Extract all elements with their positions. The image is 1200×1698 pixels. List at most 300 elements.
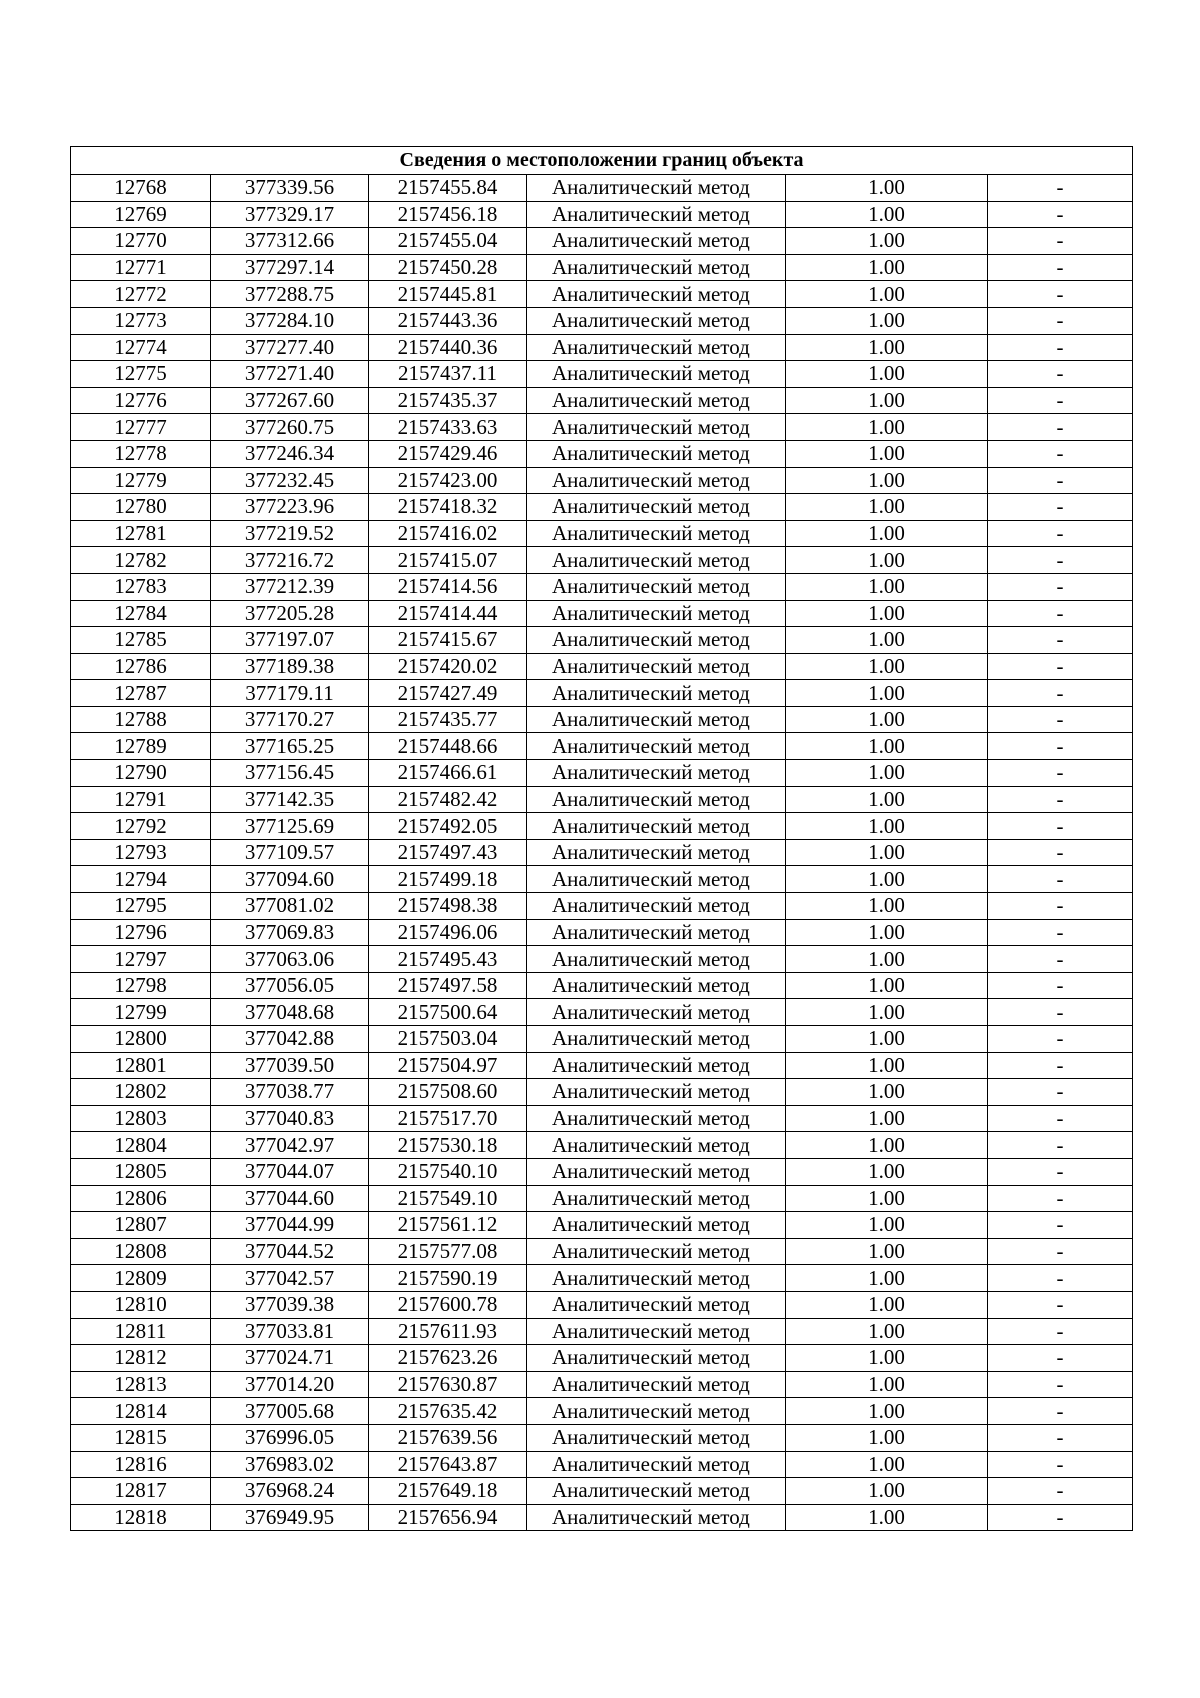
x-coordinate-cell: 377005.68 <box>211 1398 369 1425</box>
accuracy-cell: 1.00 <box>786 999 988 1026</box>
accuracy-cell: 1.00 <box>786 760 988 787</box>
table-row <box>71 520 1133 547</box>
table-row <box>71 946 1133 973</box>
y-coordinate-cell: 2157435.37 <box>369 387 527 414</box>
method-cell: Аналитический метод <box>527 1265 786 1292</box>
method-cell: Аналитический метод <box>527 1318 786 1345</box>
table-row <box>71 494 1133 521</box>
accuracy-cell: 1.00 <box>786 1424 988 1451</box>
description-cell: - <box>988 1026 1133 1053</box>
point-number-cell: 12783 <box>71 573 211 600</box>
method-cell: Аналитический метод <box>527 919 786 946</box>
x-coordinate-cell: 377223.96 <box>211 494 369 521</box>
y-coordinate-cell: 2157497.43 <box>369 839 527 866</box>
table-row <box>71 786 1133 813</box>
table-row <box>71 281 1133 308</box>
table-row <box>71 387 1133 414</box>
description-cell: - <box>988 387 1133 414</box>
table-title: Сведения о местоположении границ объекта <box>71 147 1133 175</box>
accuracy-cell: 1.00 <box>786 1132 988 1159</box>
x-coordinate-cell: 377232.45 <box>211 467 369 494</box>
x-coordinate-cell: 377329.17 <box>211 201 369 228</box>
description-cell: - <box>988 1158 1133 1185</box>
description-cell: - <box>988 1478 1133 1505</box>
method-cell: Аналитический метод <box>527 175 786 202</box>
x-coordinate-cell: 377219.52 <box>211 520 369 547</box>
method-cell: Аналитический метод <box>527 1185 786 1212</box>
description-cell: - <box>988 1371 1133 1398</box>
description-cell: - <box>988 201 1133 228</box>
y-coordinate-cell: 2157435.77 <box>369 706 527 733</box>
description-cell: - <box>988 999 1133 1026</box>
table-row <box>71 999 1133 1026</box>
method-cell: Аналитический метод <box>527 1079 786 1106</box>
method-cell: Аналитический метод <box>527 361 786 388</box>
method-cell: Аналитический метод <box>527 1345 786 1372</box>
description-cell: - <box>988 175 1133 202</box>
x-coordinate-cell: 377038.77 <box>211 1079 369 1106</box>
x-coordinate-cell: 377125.69 <box>211 813 369 840</box>
point-number-cell: 12775 <box>71 361 211 388</box>
boundary-coordinates-table <box>70 146 1133 1531</box>
accuracy-cell: 1.00 <box>786 1265 988 1292</box>
point-number-cell: 12810 <box>71 1291 211 1318</box>
point-number-cell: 12798 <box>71 972 211 999</box>
table-row <box>71 361 1133 388</box>
point-number-cell: 12779 <box>71 467 211 494</box>
table-row <box>71 414 1133 441</box>
accuracy-cell: 1.00 <box>786 1158 988 1185</box>
x-coordinate-cell: 377216.72 <box>211 547 369 574</box>
accuracy-cell: 1.00 <box>786 520 988 547</box>
description-cell: - <box>988 547 1133 574</box>
x-coordinate-cell: 377205.28 <box>211 600 369 627</box>
accuracy-cell: 1.00 <box>786 839 988 866</box>
point-number-cell: 12774 <box>71 334 211 361</box>
y-coordinate-cell: 2157443.36 <box>369 307 527 334</box>
y-coordinate-cell: 2157656.94 <box>369 1504 527 1531</box>
table-row <box>71 1291 1133 1318</box>
point-number-cell: 12781 <box>71 520 211 547</box>
method-cell: Аналитический метод <box>527 760 786 787</box>
method-cell: Аналитический метод <box>527 494 786 521</box>
x-coordinate-cell: 377312.66 <box>211 228 369 255</box>
x-coordinate-cell: 377040.83 <box>211 1105 369 1132</box>
method-cell: Аналитический метод <box>527 387 786 414</box>
x-coordinate-cell: 377081.02 <box>211 893 369 920</box>
accuracy-cell: 1.00 <box>786 547 988 574</box>
accuracy-cell: 1.00 <box>786 1371 988 1398</box>
table-row <box>71 1132 1133 1159</box>
y-coordinate-cell: 2157590.19 <box>369 1265 527 1292</box>
y-coordinate-cell: 2157482.42 <box>369 786 527 813</box>
y-coordinate-cell: 2157611.93 <box>369 1318 527 1345</box>
method-cell: Аналитический метод <box>527 1212 786 1239</box>
y-coordinate-cell: 2157456.18 <box>369 201 527 228</box>
point-number-cell: 12794 <box>71 866 211 893</box>
y-coordinate-cell: 2157445.81 <box>369 281 527 308</box>
description-cell: - <box>988 706 1133 733</box>
table-row <box>71 706 1133 733</box>
table-row <box>71 653 1133 680</box>
accuracy-cell: 1.00 <box>786 228 988 255</box>
description-cell: - <box>988 866 1133 893</box>
accuracy-cell: 1.00 <box>786 1478 988 1505</box>
point-number-cell: 12812 <box>71 1345 211 1372</box>
method-cell: Аналитический метод <box>527 334 786 361</box>
point-number-cell: 12808 <box>71 1238 211 1265</box>
accuracy-cell: 1.00 <box>786 1451 988 1478</box>
point-number-cell: 12792 <box>71 813 211 840</box>
point-number-cell: 12786 <box>71 653 211 680</box>
x-coordinate-cell: 377094.60 <box>211 866 369 893</box>
y-coordinate-cell: 2157643.87 <box>369 1451 527 1478</box>
table-row <box>71 813 1133 840</box>
point-number-cell: 12770 <box>71 228 211 255</box>
table-row <box>71 680 1133 707</box>
accuracy-cell: 1.00 <box>786 627 988 654</box>
description-cell: - <box>988 520 1133 547</box>
description-cell: - <box>988 1318 1133 1345</box>
point-number-cell: 12795 <box>71 893 211 920</box>
y-coordinate-cell: 2157503.04 <box>369 1026 527 1053</box>
y-coordinate-cell: 2157429.46 <box>369 440 527 467</box>
y-coordinate-cell: 2157496.06 <box>369 919 527 946</box>
point-number-cell: 12788 <box>71 706 211 733</box>
accuracy-cell: 1.00 <box>786 201 988 228</box>
y-coordinate-cell: 2157635.42 <box>369 1398 527 1425</box>
y-coordinate-cell: 2157639.56 <box>369 1424 527 1451</box>
point-number-cell: 12800 <box>71 1026 211 1053</box>
y-coordinate-cell: 2157455.04 <box>369 228 527 255</box>
description-cell: - <box>988 467 1133 494</box>
accuracy-cell: 1.00 <box>786 334 988 361</box>
table-row <box>71 919 1133 946</box>
accuracy-cell: 1.00 <box>786 893 988 920</box>
description-cell: - <box>988 414 1133 441</box>
point-number-cell: 12807 <box>71 1212 211 1239</box>
y-coordinate-cell: 2157492.05 <box>369 813 527 840</box>
description-cell: - <box>988 627 1133 654</box>
accuracy-cell: 1.00 <box>786 1291 988 1318</box>
method-cell: Аналитический метод <box>527 946 786 973</box>
table-row <box>71 972 1133 999</box>
x-coordinate-cell: 377044.99 <box>211 1212 369 1239</box>
method-cell: Аналитический метод <box>527 999 786 1026</box>
description-cell: - <box>988 680 1133 707</box>
method-cell: Аналитический метод <box>527 228 786 255</box>
x-coordinate-cell: 377044.52 <box>211 1238 369 1265</box>
point-number-cell: 12772 <box>71 281 211 308</box>
accuracy-cell: 1.00 <box>786 467 988 494</box>
accuracy-cell: 1.00 <box>786 361 988 388</box>
point-number-cell: 12787 <box>71 680 211 707</box>
method-cell: Аналитический метод <box>527 254 786 281</box>
table-row <box>71 1158 1133 1185</box>
point-number-cell: 12789 <box>71 733 211 760</box>
point-number-cell: 12777 <box>71 414 211 441</box>
method-cell: Аналитический метод <box>527 414 786 441</box>
table-row <box>71 1212 1133 1239</box>
method-cell: Аналитический метод <box>527 307 786 334</box>
point-number-cell: 12806 <box>71 1185 211 1212</box>
table-row <box>71 1478 1133 1505</box>
point-number-cell: 12790 <box>71 760 211 787</box>
y-coordinate-cell: 2157450.28 <box>369 254 527 281</box>
accuracy-cell: 1.00 <box>786 1345 988 1372</box>
x-coordinate-cell: 377271.40 <box>211 361 369 388</box>
method-cell: Аналитический метод <box>527 627 786 654</box>
table-row <box>71 1052 1133 1079</box>
table-row <box>71 866 1133 893</box>
x-coordinate-cell: 377212.39 <box>211 573 369 600</box>
y-coordinate-cell: 2157495.43 <box>369 946 527 973</box>
method-cell: Аналитический метод <box>527 1132 786 1159</box>
x-coordinate-cell: 377042.57 <box>211 1265 369 1292</box>
point-number-cell: 12782 <box>71 547 211 574</box>
y-coordinate-cell: 2157649.18 <box>369 1478 527 1505</box>
description-cell: - <box>988 1079 1133 1106</box>
y-coordinate-cell: 2157415.67 <box>369 627 527 654</box>
description-cell: - <box>988 733 1133 760</box>
description-cell: - <box>988 1212 1133 1239</box>
point-number-cell: 12805 <box>71 1158 211 1185</box>
y-coordinate-cell: 2157437.11 <box>369 361 527 388</box>
accuracy-cell: 1.00 <box>786 1079 988 1106</box>
method-cell: Аналитический метод <box>527 1424 786 1451</box>
y-coordinate-cell: 2157414.56 <box>369 573 527 600</box>
y-coordinate-cell: 2157416.02 <box>369 520 527 547</box>
accuracy-cell: 1.00 <box>786 1105 988 1132</box>
accuracy-cell: 1.00 <box>786 813 988 840</box>
y-coordinate-cell: 2157415.07 <box>369 547 527 574</box>
accuracy-cell: 1.00 <box>786 706 988 733</box>
y-coordinate-cell: 2157423.00 <box>369 467 527 494</box>
table-row <box>71 1026 1133 1053</box>
y-coordinate-cell: 2157497.58 <box>369 972 527 999</box>
description-cell: - <box>988 919 1133 946</box>
x-coordinate-cell: 376983.02 <box>211 1451 369 1478</box>
method-cell: Аналитический метод <box>527 839 786 866</box>
table-body <box>71 147 1133 1531</box>
table-row <box>71 1318 1133 1345</box>
accuracy-cell: 1.00 <box>786 866 988 893</box>
point-number-cell: 12816 <box>71 1451 211 1478</box>
table-row <box>71 839 1133 866</box>
table-row <box>71 1371 1133 1398</box>
method-cell: Аналитический метод <box>527 573 786 600</box>
x-coordinate-cell: 377033.81 <box>211 1318 369 1345</box>
table-row <box>71 1504 1133 1531</box>
method-cell: Аналитический метод <box>527 1052 786 1079</box>
y-coordinate-cell: 2157561.12 <box>369 1212 527 1239</box>
x-coordinate-cell: 377044.07 <box>211 1158 369 1185</box>
y-coordinate-cell: 2157427.49 <box>369 680 527 707</box>
accuracy-cell: 1.00 <box>786 653 988 680</box>
table-title-row <box>71 147 1133 175</box>
method-cell: Аналитический метод <box>527 972 786 999</box>
y-coordinate-cell: 2157500.64 <box>369 999 527 1026</box>
table-row <box>71 440 1133 467</box>
accuracy-cell: 1.00 <box>786 281 988 308</box>
description-cell: - <box>988 1451 1133 1478</box>
accuracy-cell: 1.00 <box>786 1026 988 1053</box>
point-number-cell: 12809 <box>71 1265 211 1292</box>
table-row <box>71 627 1133 654</box>
method-cell: Аналитический метод <box>527 706 786 733</box>
table-row <box>71 1105 1133 1132</box>
method-cell: Аналитический метод <box>527 201 786 228</box>
description-cell: - <box>988 1238 1133 1265</box>
y-coordinate-cell: 2157623.26 <box>369 1345 527 1372</box>
method-cell: Аналитический метод <box>527 653 786 680</box>
method-cell: Аналитический метод <box>527 520 786 547</box>
table-row <box>71 467 1133 494</box>
description-cell: - <box>988 786 1133 813</box>
x-coordinate-cell: 377039.50 <box>211 1052 369 1079</box>
table-row <box>71 1424 1133 1451</box>
accuracy-cell: 1.00 <box>786 972 988 999</box>
description-cell: - <box>988 760 1133 787</box>
x-coordinate-cell: 377189.38 <box>211 653 369 680</box>
table-row <box>71 228 1133 255</box>
description-cell: - <box>988 573 1133 600</box>
x-coordinate-cell: 377042.97 <box>211 1132 369 1159</box>
method-cell: Аналитический метод <box>527 1105 786 1132</box>
method-cell: Аналитический метод <box>527 866 786 893</box>
table-row <box>71 201 1133 228</box>
y-coordinate-cell: 2157530.18 <box>369 1132 527 1159</box>
method-cell: Аналитический метод <box>527 893 786 920</box>
description-cell: - <box>988 281 1133 308</box>
point-number-cell: 12784 <box>71 600 211 627</box>
x-coordinate-cell: 376996.05 <box>211 1424 369 1451</box>
x-coordinate-cell: 377260.75 <box>211 414 369 441</box>
y-coordinate-cell: 2157433.63 <box>369 414 527 441</box>
table-row <box>71 893 1133 920</box>
accuracy-cell: 1.00 <box>786 254 988 281</box>
table-row <box>71 1185 1133 1212</box>
point-number-cell: 12769 <box>71 201 211 228</box>
table-row <box>71 733 1133 760</box>
y-coordinate-cell: 2157517.70 <box>369 1105 527 1132</box>
description-cell: - <box>988 494 1133 521</box>
point-number-cell: 12796 <box>71 919 211 946</box>
table-row <box>71 1451 1133 1478</box>
method-cell: Аналитический метод <box>527 1398 786 1425</box>
point-number-cell: 12802 <box>71 1079 211 1106</box>
y-coordinate-cell: 2157498.38 <box>369 893 527 920</box>
y-coordinate-cell: 2157549.10 <box>369 1185 527 1212</box>
y-coordinate-cell: 2157466.61 <box>369 760 527 787</box>
description-cell: - <box>988 254 1133 281</box>
method-cell: Аналитический метод <box>527 600 786 627</box>
table-row <box>71 175 1133 202</box>
method-cell: Аналитический метод <box>527 1504 786 1531</box>
accuracy-cell: 1.00 <box>786 440 988 467</box>
description-cell: - <box>988 361 1133 388</box>
accuracy-cell: 1.00 <box>786 573 988 600</box>
point-number-cell: 12799 <box>71 999 211 1026</box>
table-row <box>71 254 1133 281</box>
x-coordinate-cell: 377156.45 <box>211 760 369 787</box>
description-cell: - <box>988 307 1133 334</box>
method-cell: Аналитический метод <box>527 680 786 707</box>
y-coordinate-cell: 2157508.60 <box>369 1079 527 1106</box>
x-coordinate-cell: 377197.07 <box>211 627 369 654</box>
description-cell: - <box>988 1398 1133 1425</box>
accuracy-cell: 1.00 <box>786 600 988 627</box>
point-number-cell: 12776 <box>71 387 211 414</box>
method-cell: Аналитический метод <box>527 733 786 760</box>
description-cell: - <box>988 1291 1133 1318</box>
point-number-cell: 12771 <box>71 254 211 281</box>
method-cell: Аналитический метод <box>527 1158 786 1185</box>
point-number-cell: 12818 <box>71 1504 211 1531</box>
x-coordinate-cell: 377267.60 <box>211 387 369 414</box>
accuracy-cell: 1.00 <box>786 307 988 334</box>
method-cell: Аналитический метод <box>527 813 786 840</box>
y-coordinate-cell: 2157418.32 <box>369 494 527 521</box>
point-number-cell: 12791 <box>71 786 211 813</box>
x-coordinate-cell: 377048.68 <box>211 999 369 1026</box>
x-coordinate-cell: 377339.56 <box>211 175 369 202</box>
point-number-cell: 12793 <box>71 839 211 866</box>
point-number-cell: 12814 <box>71 1398 211 1425</box>
accuracy-cell: 1.00 <box>786 414 988 441</box>
point-number-cell: 12768 <box>71 175 211 202</box>
table-row <box>71 1079 1133 1106</box>
x-coordinate-cell: 377288.75 <box>211 281 369 308</box>
point-number-cell: 12817 <box>71 1478 211 1505</box>
description-cell: - <box>988 972 1133 999</box>
accuracy-cell: 1.00 <box>786 733 988 760</box>
table-row <box>71 600 1133 627</box>
y-coordinate-cell: 2157540.10 <box>369 1158 527 1185</box>
method-cell: Аналитический метод <box>527 1238 786 1265</box>
x-coordinate-cell: 377044.60 <box>211 1185 369 1212</box>
method-cell: Аналитический метод <box>527 1478 786 1505</box>
x-coordinate-cell: 377284.10 <box>211 307 369 334</box>
point-number-cell: 12785 <box>71 627 211 654</box>
description-cell: - <box>988 1052 1133 1079</box>
x-coordinate-cell: 377014.20 <box>211 1371 369 1398</box>
description-cell: - <box>988 1185 1133 1212</box>
point-number-cell: 12797 <box>71 946 211 973</box>
x-coordinate-cell: 377024.71 <box>211 1345 369 1372</box>
description-cell: - <box>988 1504 1133 1531</box>
x-coordinate-cell: 377246.34 <box>211 440 369 467</box>
table-row <box>71 1398 1133 1425</box>
x-coordinate-cell: 377277.40 <box>211 334 369 361</box>
method-cell: Аналитический метод <box>527 547 786 574</box>
accuracy-cell: 1.00 <box>786 175 988 202</box>
accuracy-cell: 1.00 <box>786 1398 988 1425</box>
y-coordinate-cell: 2157448.66 <box>369 733 527 760</box>
description-cell: - <box>988 946 1133 973</box>
description-cell: - <box>988 653 1133 680</box>
point-number-cell: 12778 <box>71 440 211 467</box>
description-cell: - <box>988 893 1133 920</box>
method-cell: Аналитический метод <box>527 1371 786 1398</box>
accuracy-cell: 1.00 <box>786 387 988 414</box>
x-coordinate-cell: 377056.05 <box>211 972 369 999</box>
accuracy-cell: 1.00 <box>786 1238 988 1265</box>
description-cell: - <box>988 813 1133 840</box>
y-coordinate-cell: 2157504.97 <box>369 1052 527 1079</box>
x-coordinate-cell: 377170.27 <box>211 706 369 733</box>
description-cell: - <box>988 1424 1133 1451</box>
